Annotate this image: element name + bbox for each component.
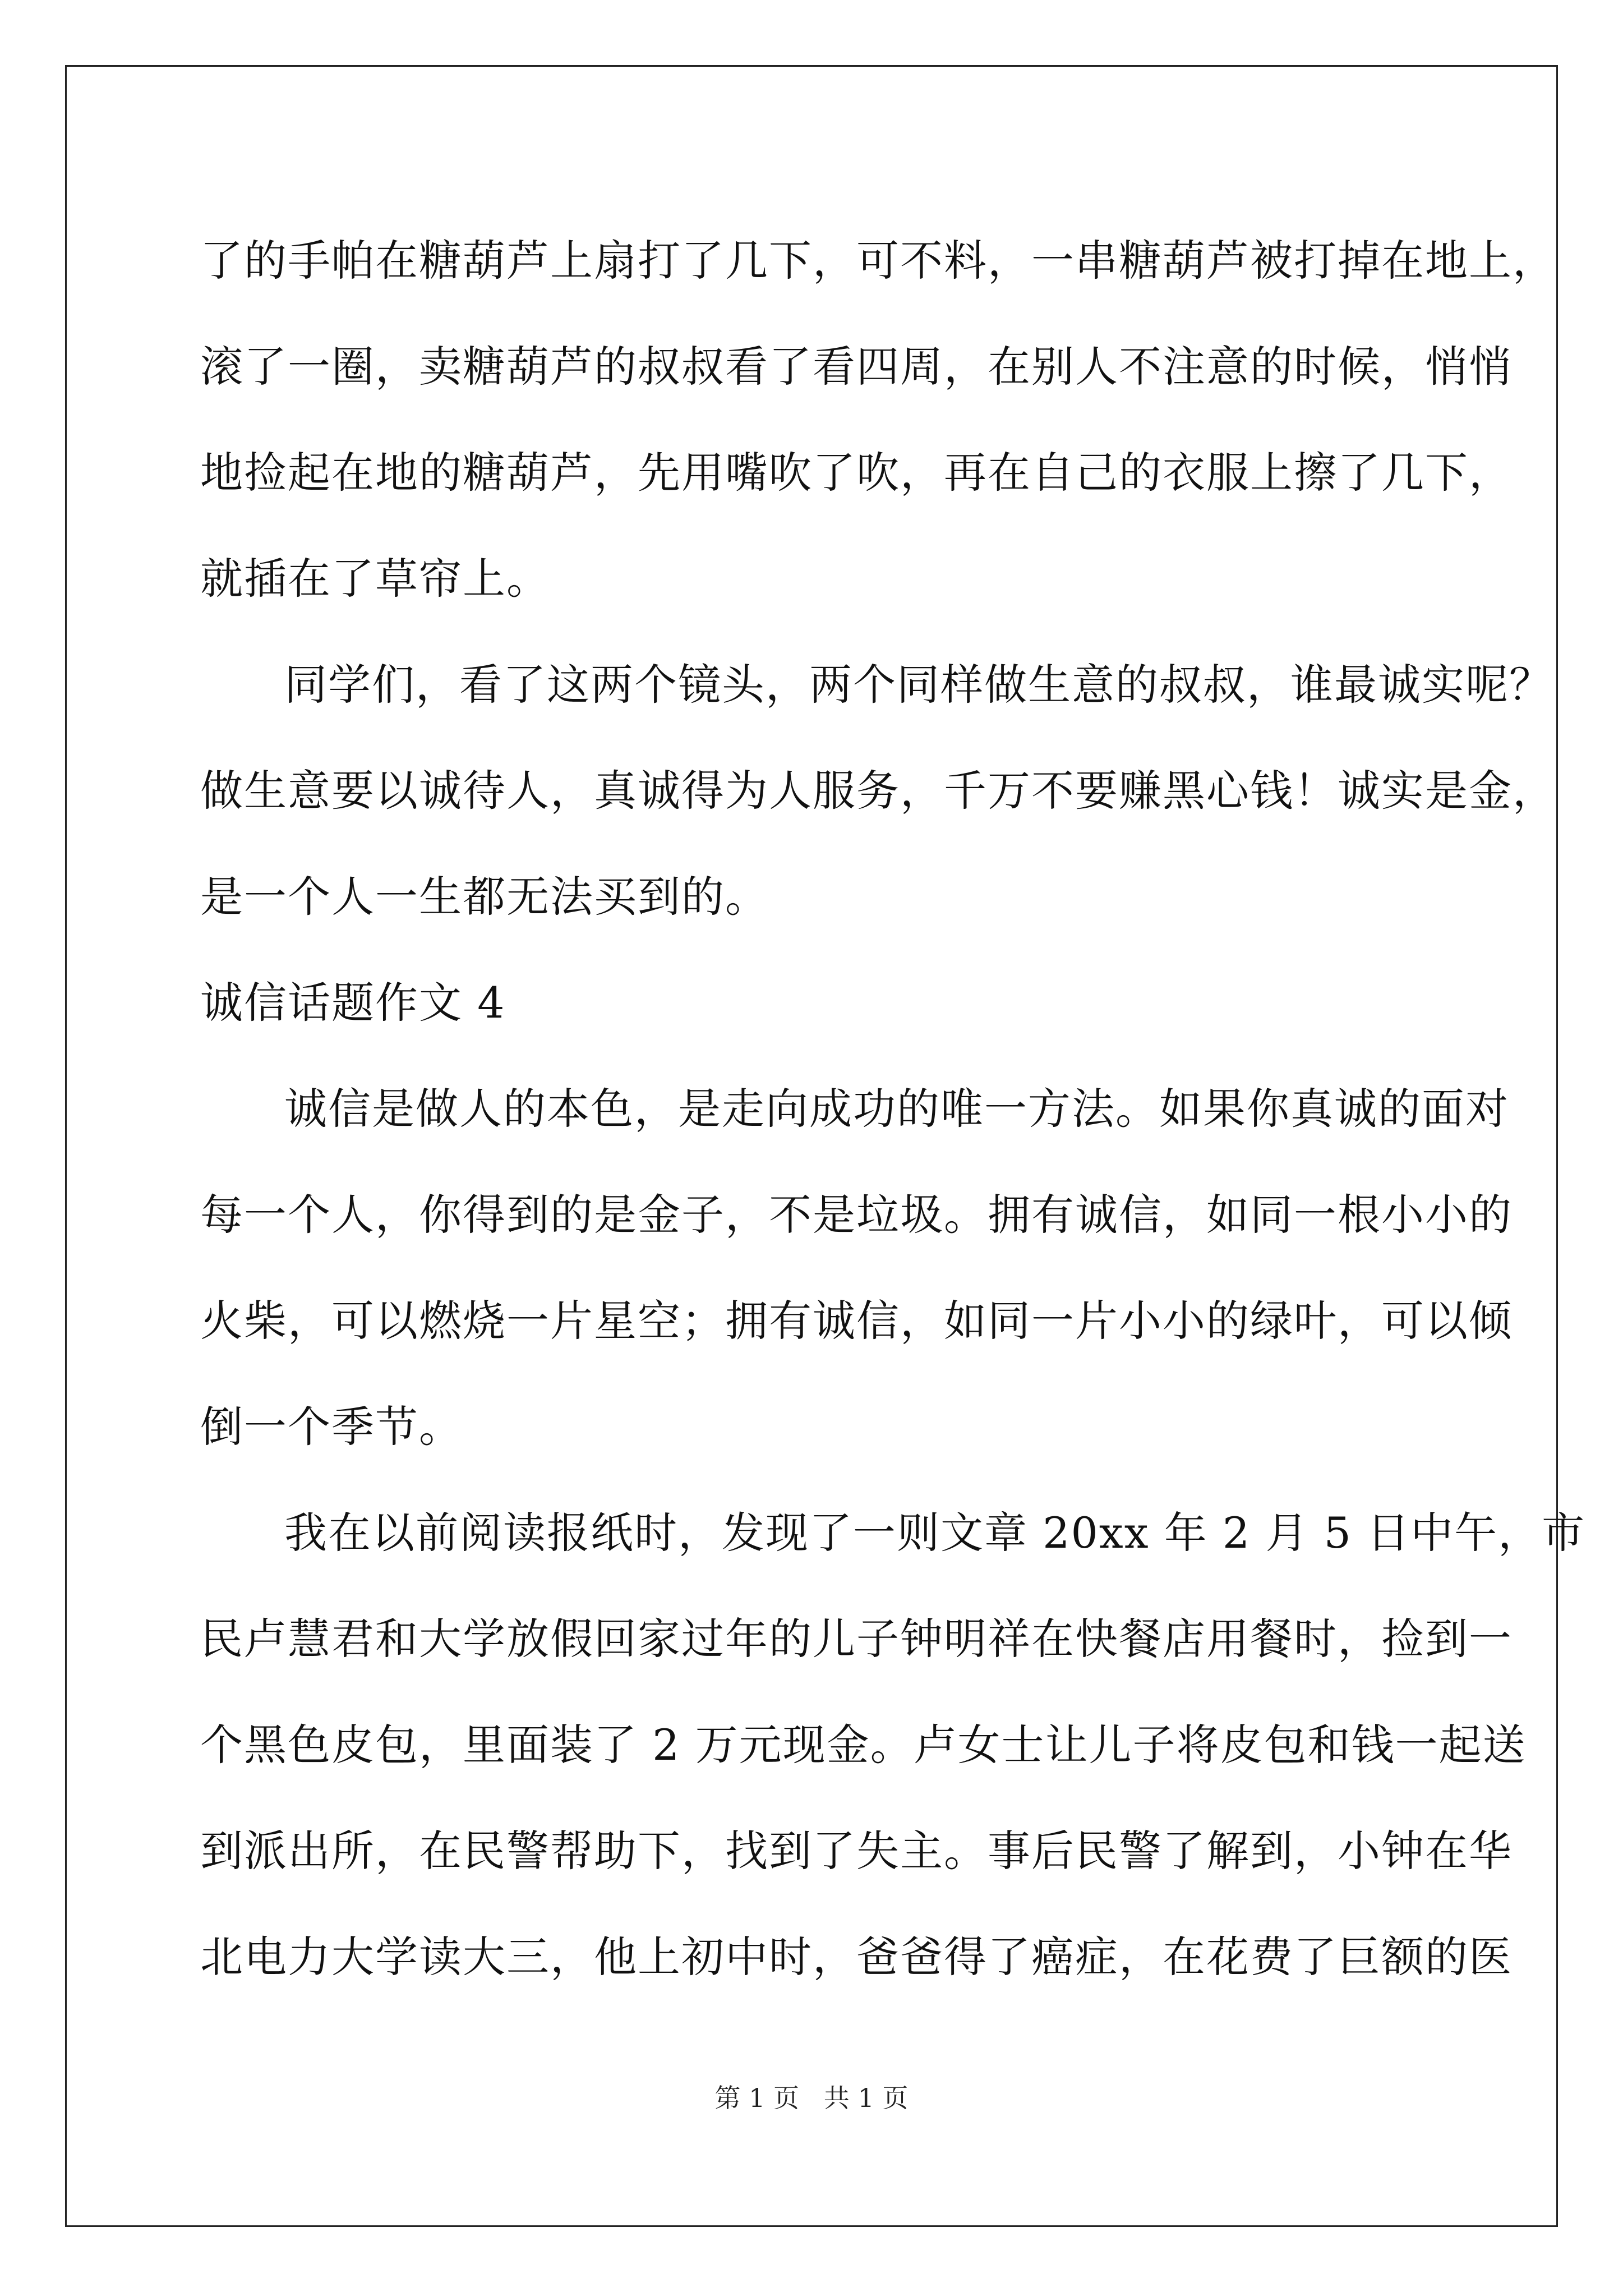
body-text-line: 倒一个季节。	[200, 1402, 463, 1452]
body-text-line: 滚了一圈，卖糖葫芦的叔叔看了看四周，在别人不注意的时候，悄悄	[200, 342, 1513, 392]
paragraph-first-line: 诚信是做人的本色，是走向成功的唯一方法。如果你真诚的面对	[284, 1084, 1509, 1134]
body-text-line: 到派出所，在民警帮助下，找到了失主。事后民警了解到，小钟在华	[200, 1826, 1513, 1876]
paragraph-first-line: 同学们，看了这两个镜头，两个同样做生意的叔叔，谁最诚实呢？	[284, 660, 1553, 710]
body-text-line: 了的手帕在糖葫芦上扇打了几下，可不料，一串糖葫芦被打掉在地上，	[200, 236, 1556, 286]
body-text-line: 做生意要以诚待人，真诚得为人服务，千万不要赚黑心钱！诚实是金，	[200, 766, 1556, 816]
body-text-line: 地捡起在地的糖葫芦，先用嘴吹了吹，再在自己的衣服上擦了几下，	[200, 448, 1513, 498]
page-footer: 第 1 页 共 1 页	[714, 2083, 909, 2113]
body-text-line: 就插在了草帘上。	[200, 554, 550, 604]
body-text-line: 个黑色皮包，里面装了 2 万元现金。卢女士让儿子将皮包和钱一起送	[200, 1720, 1527, 1770]
paragraph-first-line: 我在以前阅读报纸时，发现了一则文章 20xx 年 2 月 5 日中午，市	[284, 1508, 1586, 1558]
body-text-line: 每一个人，你得到的是金子，不是垃圾。拥有诚信，如同一根小小的	[200, 1190, 1513, 1240]
body-text-line: 火柴，可以燃烧一片星空；拥有诚信，如同一片小小的绿叶，可以倾	[200, 1296, 1513, 1346]
body-text-line: 北电力大学读大三，他上初中时，爸爸得了癌症，在花费了巨额的医	[200, 1932, 1513, 1982]
body-text-line: 是一个人一生都无法买到的。	[200, 872, 769, 922]
section-heading: 诚信话题作文 4	[200, 978, 506, 1028]
document-body	[200, 208, 1586, 2010]
body-text-line: 民卢慧君和大学放假回家过年的儿子钟明祥在快餐店用餐时，捡到一	[200, 1614, 1513, 1664]
